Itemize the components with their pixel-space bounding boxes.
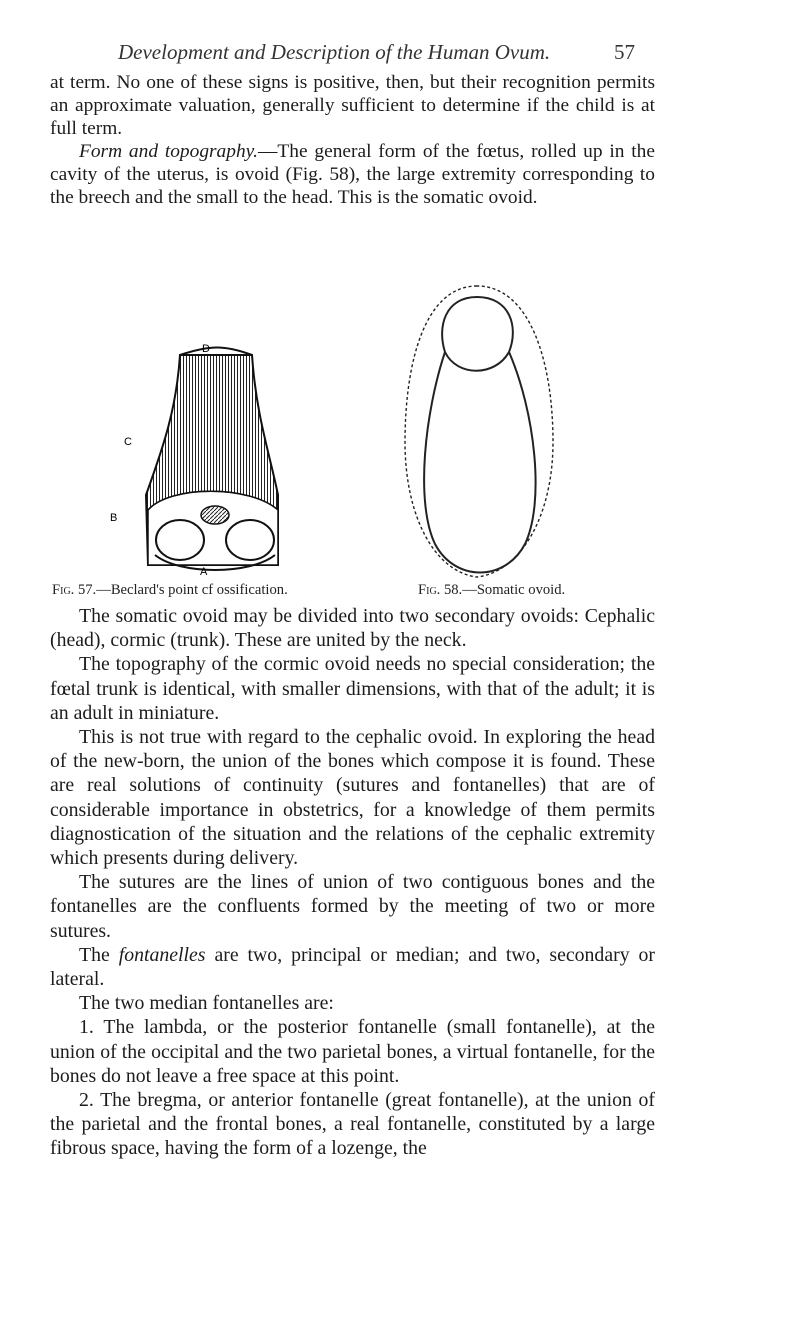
letter-a: A bbox=[200, 566, 208, 575]
figure-57-caption bbox=[52, 582, 288, 599]
running-title: Development and Description of the Human Ovum. bbox=[118, 40, 551, 64]
figure-57-illustration bbox=[110, 335, 310, 575]
paragraph bbox=[50, 943, 655, 991]
caption-text: —Beclard's point cf ossification. bbox=[96, 582, 288, 598]
figure-label: Fig. 57. bbox=[52, 582, 97, 598]
paragraph bbox=[50, 141, 655, 210]
figure-label: Fig. 58. bbox=[418, 582, 463, 598]
paragraph: at term. No one of these signs is positive, then, but their recognition permits an approximate valuation, generally sufficient to determine if the child is at full term. bbox=[50, 72, 655, 139]
paragraph: The two median fontanelles are: bbox=[79, 992, 334, 1015]
paragraph: The topography of the cormic ovoid needs no special consideration; the fœtal trunk is identical, with smaller dimensions, with that of the adult; it is an adult in miniature. bbox=[50, 653, 655, 724]
paragraph: The sutures are the lines of union of two contiguous bones and the fontanelles are the confluents formed by the meeting of two or more sutures. bbox=[50, 871, 655, 942]
running-header bbox=[0, 40, 800, 72]
letter-d: D bbox=[202, 343, 210, 355]
head-ovoid bbox=[442, 297, 513, 371]
paragraph: 2. The bregma, or anterior fontanelle (great fontanelle), at the union of the parietal and the frontal bones, a real fontanelle, constituted by a large fibrous space, having the form of a lozenge, the bbox=[50, 1089, 655, 1160]
page-number: 57 bbox=[614, 40, 635, 64]
letter-c: C bbox=[124, 436, 132, 448]
paragraph: The somatic ovoid may be divided into two secondary ovoids: Cephalic (head), cormic (trunk). These are united by the neck. bbox=[50, 605, 655, 652]
text-run: The bbox=[79, 943, 110, 966]
text-run: are two, principal or median; and two, secondary or lateral. bbox=[50, 943, 655, 991]
trunk-ovoid bbox=[424, 352, 535, 573]
paragraph: 1. The lambda, or the posterior fontanelle (small fontanelle), at the union of the occipital and the two parietal bones, a virtual fontanelle, for the bones do not leave a free space at this point. bbox=[50, 1016, 655, 1087]
figure-58-caption bbox=[418, 582, 565, 599]
femur-shaft bbox=[146, 348, 278, 566]
paragraph-body: —The general form of the fœtus, rolled up in the cavity of the uterus, is ovoid (Fig. 58), the large extremity corresponding to the breech and the small to the head. This is the somatic ovoid. bbox=[50, 140, 655, 208]
top-text-block bbox=[50, 72, 655, 209]
section-lead: Form and topography. bbox=[79, 140, 259, 162]
figure-58-illustration bbox=[385, 282, 570, 582]
bottom-text-block bbox=[50, 604, 655, 1161]
caption-text: —Somatic ovoid. bbox=[462, 582, 566, 598]
emphasis: fontanelles bbox=[118, 943, 206, 966]
paragraph: This is not true with regard to the cephalic ovoid. In exploring the head of the new-born, the union of the bones which compose it is found. These are real solutions of continuity (sutures and fontanelles) that are of considerable importance in obstetrics, for a knowledge of them permits diagnostication of the situation and the relations of the cephalic extremity which presents during delivery. bbox=[50, 726, 655, 870]
letter-b: B bbox=[110, 512, 118, 524]
